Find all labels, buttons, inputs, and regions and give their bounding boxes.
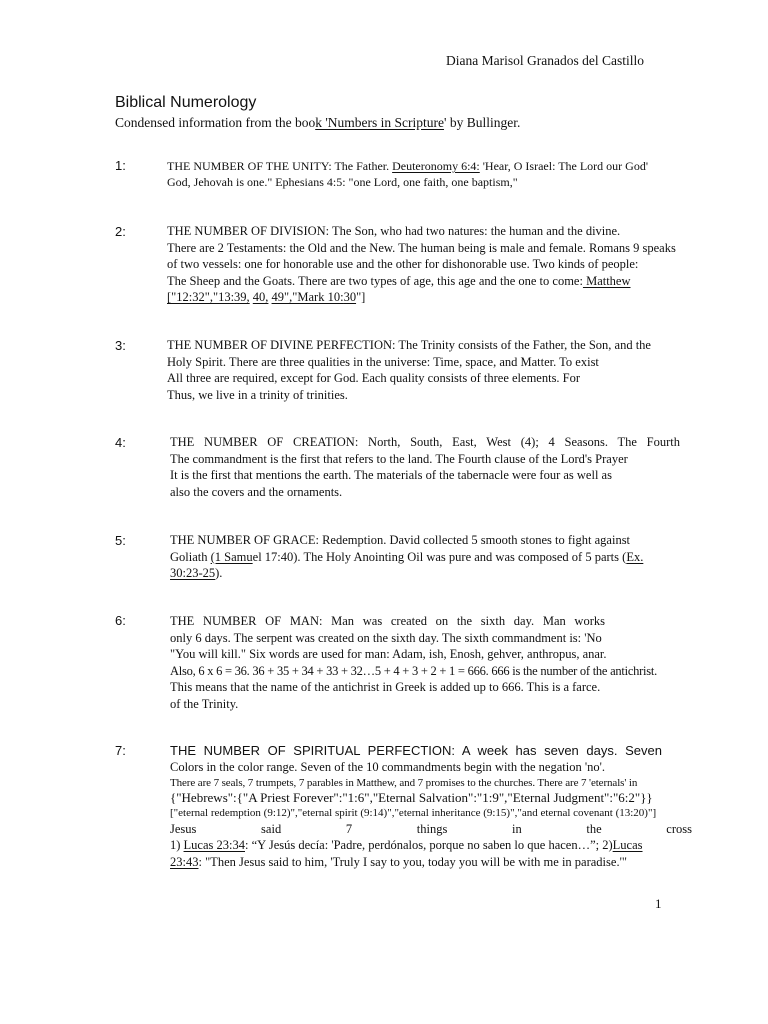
deuteronomy-link[interactable]: Deuteronomy 6:4:: [392, 159, 480, 173]
exodus-verse-link[interactable]: 30:23-25: [170, 566, 216, 580]
lucas-23-43-link[interactable]: 23:43: [170, 854, 199, 869]
entry-7-line-8: [170, 854, 695, 871]
entry-number-1: 1:: [115, 158, 126, 173]
entry-2-sheep-goats: The Sheep and the Goats. There are two types of age, this age and the one to come:: [167, 273, 583, 288]
subtitle-text-start: Condensed information from the boo: [115, 115, 316, 130]
entry-5-goliath: Goliath: [170, 549, 211, 564]
lucas-23-34-link[interactable]: Lucas 23:34: [183, 838, 245, 852]
ref-close: "]: [356, 290, 366, 304]
ref-mark-30[interactable]: 30: [343, 290, 357, 304]
entry-5-close: ).: [215, 566, 223, 580]
entry-number-7: 7:: [115, 743, 126, 758]
entry-4-line-3: It is the first that mentions the earth. The materials of the tabernacle were four as well as: [170, 468, 612, 482]
entry-number-5: 5:: [115, 533, 126, 548]
entry-3: [167, 337, 687, 403]
entry-7-line-6: Jesus said 7 things in the cross: [170, 821, 692, 836]
entry-number-2: 2:: [115, 224, 126, 239]
lucas-link[interactable]: Lucas: [612, 838, 643, 852]
matthew-link[interactable]: Matthew: [582, 273, 631, 288]
entry-number-6: 6:: [115, 613, 126, 628]
document-subtitle: [115, 115, 520, 131]
author-name: Diana Marisol Granados del Castillo: [446, 53, 644, 68]
entry-2: [167, 223, 704, 306]
entry-6: [170, 613, 715, 712]
entry-1-quote: 'Hear, O Israel: The Lord our God': [479, 159, 648, 173]
entry-4: [170, 434, 680, 500]
entry-5-anointing-oil: el 17:40). The Holy Anointing Oil was pure and was composed of 5 parts (: [252, 549, 627, 564]
entry-7-line-7: [170, 837, 692, 854]
entry-4-line-1: THE NUMBER OF CREATION: North, South, East, West (4); 4 Seasons. The Fourth: [170, 435, 680, 449]
entry-5-line-2: [170, 549, 697, 566]
entry-6-line-6: of the Trinity.: [170, 696, 239, 711]
entry-3-line-2: Holy Spirit. There are three qualities in the universe: Time, space, and Matter. To exist: [167, 354, 599, 369]
entry-2-line-2: There are 2 Testaments: the Old and the New. The human being is male and female. Romans 9 speaks: [167, 240, 676, 255]
entry-7: [170, 742, 695, 870]
entry-5: [170, 532, 697, 582]
entry-number-3: 3:: [115, 338, 126, 353]
entry-2-line-3: of two vessels: one for honorable use and the other for dishonorable use. Two kinds of people:: [167, 257, 639, 271]
ref-matthew-12-13[interactable]: ["12:32","13:: [167, 290, 235, 304]
entry-number-4: 4:: [115, 435, 126, 450]
entry-7-quote-1: : “Y Jesús decía: 'Padre, perdónalos, porque no saben lo que hacen…”; 2): [245, 838, 613, 852]
entry-4-line-2: The commandment is the first that refers to the land. The Fourth clause of the Lord's Prayer: [170, 451, 628, 466]
entry-6-line-2: only 6 days. The serpent was created on the sixth day. The sixth commandment is: 'No: [170, 630, 602, 645]
entry-5-line-1: THE NUMBER OF GRACE: Redemption. David collected 5 smooth stones to fight against: [170, 533, 631, 547]
entry-2-line-4: [167, 273, 704, 290]
entry-3-line-3: All three are required, except for God. Each quality consists of three elements. For: [167, 371, 581, 385]
entry-3-line-4: Thus, we live in a trinity of trinities.: [167, 387, 348, 402]
document-title: Biblical Numerology: [115, 94, 257, 111]
entry-4-line-4: also the covers and the ornaments.: [170, 484, 343, 499]
entry-7-line-5: ["eternal redemption (9:12)","eternal spirit (9:14)","eternal inheritance (9:15)","and eternal covenant (13:20)"]: [170, 807, 657, 819]
entry-7-line-1: THE NUMBER OF SPIRITUAL PERFECTION: A week has seven days. Seven: [170, 743, 662, 758]
subtitle-book-link[interactable]: k 'Numbers in Scripture: [315, 115, 445, 130]
entry-6-line-5: This means that the name of the antichrist in Greek is added up to 666. This is a farce.: [170, 680, 601, 694]
page-number: 1: [655, 896, 662, 911]
entry-6-line-1: THE NUMBER OF MAN: Man was created on the sixth day. Man works: [170, 614, 605, 628]
entry-2-line-5: [167, 289, 704, 306]
entry-1-line-2: God, Jehovah is one." Ephesians 4:5: "one Lord, one faith, one baptism,": [167, 175, 518, 189]
subtitle-text-end: ' by Bullinger.: [444, 115, 521, 130]
entry-7-line-3: There are 7 seals, 7 trumpets, 7 parables in Matthew, and 7 promises to the churches. There are 7 'eternals' in: [170, 776, 638, 789]
entry-7-item-1: 1): [170, 838, 184, 852]
entry-7-line-4: {"Hebrews":{"A Priest Forever":"1:6","Eternal Salvation":"1:9","Eternal Judgment":"6:2"}}: [170, 790, 653, 805]
entry-7-line-2: Colors in the color range. Seven of the 10 commandments begin with the negation 'no'.: [170, 760, 605, 774]
entry-3-line-1: THE NUMBER OF DIVINE PERFECTION: The Trinity consists of the Father, the Son, and the: [167, 338, 651, 352]
entry-7-quote-2: : "Then Jesus said to him, 'Truly I say to you, today you will be with me in paradise.'": [198, 854, 627, 869]
entry-6-line-3: "You will kill." Six words are used for man: Adam, ish, Enosh, gehver, anthropus, anar.: [170, 647, 607, 661]
entry-5-line-3: [170, 565, 697, 582]
entry-6-line-4: Also, 6 x 6 = 36. 36 + 35 + 34 + 33 + 32…5 + 4 + 3 + 2 + 1 = 666. 666 is the number of the antichrist.: [170, 663, 657, 678]
entry-1-line-1: [167, 158, 689, 174]
entry-1: [167, 158, 689, 190]
entry-2-line-1: THE NUMBER OF DIVISION: The Son, who had two natures: the human and the divine.: [167, 224, 621, 238]
entry-1-text: THE NUMBER OF THE UNITY: The Father.: [167, 159, 393, 173]
ref-39[interactable]: 39,: [234, 290, 250, 304]
samuel-link[interactable]: (1 Samu: [210, 549, 253, 564]
exodus-link[interactable]: Ex.: [626, 549, 644, 564]
ref-49-mark[interactable]: 49","Mark 10:: [271, 290, 344, 304]
ref-40[interactable]: 40,: [252, 290, 269, 304]
